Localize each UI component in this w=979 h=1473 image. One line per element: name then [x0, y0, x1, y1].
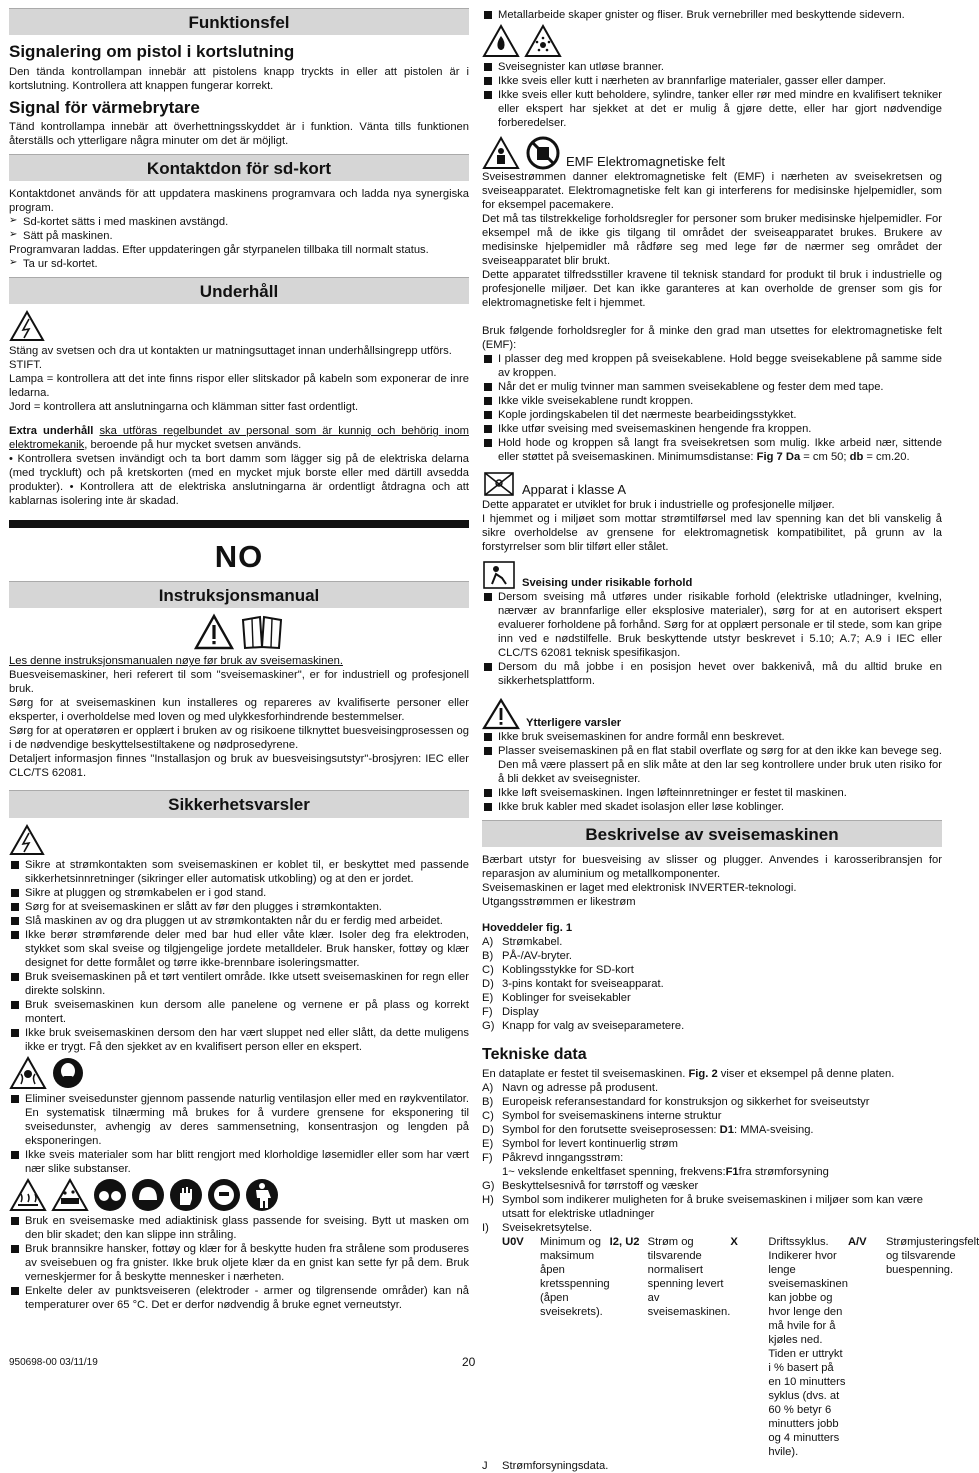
heading-pistol: Signalering om pistol i kortslutning	[9, 42, 295, 62]
paragraph: Utgangsstrømmen er likestrøm	[482, 896, 636, 909]
list-emf-last	[482, 436, 942, 464]
section-title-underhall: Underhåll	[9, 277, 469, 304]
safety-list-electric	[9, 858, 469, 1054]
hot-surface-icon	[9, 1178, 47, 1212]
lettered-item: F) Display	[482, 1006, 539, 1019]
section-title-sdkort: Kontaktdon för sd-kort	[9, 154, 469, 181]
list-item: Ikke sveis eller kutt beholdere, sylindre, tanker eller rør med mindre en kvalifisert tekniker eller ekspert har sjekket at det er mulig å gjøre dette, eller har gjort nødvendige forberedelser.	[482, 88, 942, 130]
list-item: Plasser sveisemaskinen på en flat stabil overflate og sørg for at den ikke kan bevege seg. Den må være plassert på en slik måte at den lar seg kontrollere under bruk uten risiko for å bli dekket av sveisegnister.	[482, 744, 942, 786]
welding-mask-icon	[207, 1178, 241, 1212]
icon-row	[9, 1056, 469, 1090]
list-item: Ikke bruk kabler med skadet isolasjon eller løse koblinger.	[482, 800, 942, 814]
tech-subitem: I2, U2 Strøm og tilsvarende normalisert spenning levert av sveisemaskinen.	[609, 1236, 731, 1319]
list-fire	[482, 60, 942, 130]
tech-sublist	[502, 1235, 979, 1459]
list-item: Bruk brannsikre hansker, fottøy og klær for å beskytte huden fra strålene som produseres av sveisebuen og fra gnister. Ikke bruk oljete klær da en gnist kan sette fyr på dem. Bruk verneskjermer for å beskytte mennesker i nærheten.	[9, 1242, 469, 1284]
paragraph: Programvaran laddas. Efter uppdateringen går styrpanelen tillbaka till normalt status.	[9, 244, 429, 256]
corrosive-icon	[51, 1178, 89, 1212]
risk-header	[482, 560, 942, 590]
paragraph: Tänd kontrollampa innebär att överhettningsskyddet är i funktion. Vänta tills funktionen återställs och ytterligare några minuter om det är möjligt.	[9, 120, 469, 147]
class-a-icon	[482, 470, 516, 498]
paragraph: Dette apparatet er utviklet for bruk i industrielle og profesjonelle miljøer.	[482, 499, 835, 511]
list-item: Sikre at strømkontakten som sveisemaskinen er koblet til, er beskyttet med passende sikkerhetsinnretninger (sikringer eller automatisk utkobling) og at den er jordet.	[9, 858, 469, 886]
section-title-funktionsfel: Funktionsfel	[9, 8, 469, 35]
electric-hazard-icon	[9, 824, 45, 856]
list-item: Eliminer sveisedunster gjennom passende naturlig ventilasjon eller med en røykventilator. En systematisk tilnærming må brukes for å vurdere grensene for eksponering til sveisedunster, avhengig av deres sammensetning, konsentrasjon og lengden på eksponeringen.	[9, 1092, 469, 1148]
arrow-item: ➢ Sd-kortet sätts i med maskinen avstängd.	[9, 215, 469, 229]
section-title-beskrivelse: Beskrivelse av sveisemaskinen	[482, 820, 942, 847]
warning-icon	[194, 614, 234, 650]
paragraph: Lampa = kontrollera att det inte finns rispor eller slitskador på kabeln som exponerar de inre ledarna.	[9, 373, 469, 400]
lettered-item: E) Symbol for levert kontinuerlig strøm	[482, 1138, 678, 1151]
paragraph: I hjemmet og i miljøet som mottar strømtilførsel med lav spenning kan det bli vanskelig å sikre overholdelse av grensene for elektromagnetisk kompatibilitet, på grunn av la forstyrrelser som blir tilført eller stålet.	[482, 513, 942, 553]
heading-varmebrytare: Signal för värmebrytare	[9, 97, 200, 117]
paragraph: Buesveisemaskiner, heri referert til som "sveisemaskiner", er for industriell og profesjonell bruk.	[9, 669, 469, 696]
lettered-item: H) Symbol som indikerer muligheten for å bruke sveisemaskinen i miljøer som kan være utsatt for elektriske utladninger	[482, 1194, 923, 1221]
list-item: Dersom du må jobbe i en posisjon hevet over bakkenivå, må du alltid bruke en sikkerhetsplattform.	[482, 660, 942, 688]
paragraph: Sveisemaskinen er laget med elektronisk INVERTER-teknologi.	[482, 882, 797, 895]
list-item: Enkelte deler av punktsveiseren (elektroder - armer og tilgrensende områder) kan nå temperaturer over 65 °C. Det er derfor nødvendig å bruke egnet verneutstyr.	[9, 1284, 469, 1312]
lettered-item: D) Symbol for den forutsette sveiseprosessen: D1: MMA-sveising.	[482, 1124, 814, 1137]
lettered-item: B) Europeisk referansestandard for konstruksjon og sikkerhet for sveiseutstyr	[482, 1096, 870, 1109]
list-item: Bruk sveisemaskinen på et tørt ventilert område. Ikke utsett sveisemaskinen for regn eller direkte solskinn.	[9, 970, 469, 998]
lettered-item: I) Sveisekretsytelse.	[482, 1222, 593, 1235]
glasses-icon	[93, 1178, 127, 1212]
list-item: Ikke bruk sveisemaskinen dersom den har vært sluppet ned eller slått, da dette muligens ikke er trygt. Få den sjekket av en kvalifisert person eller en ekspert.	[9, 1026, 469, 1054]
section-title-sikkerhetsvarsler: Sikkerhetsvarsler	[9, 790, 469, 817]
list-item: Når det er mulig tvinner man sammen sveisekablene og fester dem med tape.	[482, 380, 942, 394]
icon-row	[482, 24, 942, 58]
list-sparks	[482, 8, 942, 22]
list-risk	[482, 590, 942, 688]
tech-intro: En dataplate er festet til sveisemaskinen. Fig. 2 viser et eksempel på denne platen.	[482, 1068, 895, 1081]
list-item: Sikre at pluggen og strømkabelen er i god stand.	[9, 886, 469, 900]
document-code: 950698-00 03/11/19	[9, 1357, 98, 1368]
lettered-item: E) Koblinger for sveisekabler	[482, 992, 631, 1005]
paragraph: Sørg for at sveisemaskinen kun installeres og repareres av kvalifiserte personer eller eksperter, i overholdelse med loven og med ulykkesforhindrende bestemmelser.	[9, 697, 469, 724]
list-item: Ikke vikle sveisekablene rundt kroppen.	[482, 394, 942, 408]
paragraph: Dette apparatet tilfredsstiller kravene til teknisk standard for produkt til bruk i industrielle og profesjonelle miljøer. Det kan ikke garanteres at kan overholde de grenser som gis for elektromagnetiske felt i hjemmet.	[482, 269, 942, 309]
respirator-icon	[51, 1056, 85, 1090]
explosion-hazard-icon	[524, 24, 562, 58]
lettered-item: G) Knapp for valg av sveiseparametere.	[482, 1020, 685, 1033]
section-title-instruksjonsmanual: Instruksjonsmanual	[9, 581, 469, 608]
lettered-item: A) Navn og adresse på produsent.	[482, 1082, 659, 1095]
list-item: Slå maskinen av og dra pluggen ut av strømkontakten når du er ferdig med arbeidet.	[9, 914, 469, 928]
paragraph: Bruk følgende forholdsregler for å minke den grad man utsettes for elektromagnetiske felt (EMF):	[482, 325, 942, 351]
paragraph: Sørg for at operatøren er opplært i bruken av og risikoene tilknyttet buesveisingprosessen og i de nødvendige beskyttelsestiltakene og nødprosedyrene.	[9, 725, 469, 752]
class-a-label: Apparat i klasse A	[522, 481, 627, 497]
icon-row	[9, 614, 469, 650]
safety-list-protection	[9, 1214, 469, 1312]
tech-title: Tekniske data	[482, 1046, 587, 1064]
divider	[9, 520, 469, 528]
lettered-item: D) 3-pins kontakt for sveiseapparat.	[482, 978, 664, 991]
emf-label: EMF Elektromagnetiske felt	[566, 153, 725, 169]
paragraph: Les denne instruksjonsmanualen nøye før bruk av sveisemaskinen.	[9, 655, 343, 668]
paragraph: • Kontrollera svetsen invändigt och ta bort damm som lägger sig på de elektriska delarna (med tryckluft) och på kretskorten (med en mycket mjuk borste eller med därtill avsedda produkter). • Kontrollera att de elektriska anslutningarna är ordentligt åtdragna och att kablarnas isolering inte är skadad.	[9, 453, 469, 508]
class-a-header	[482, 470, 942, 498]
list-item: Ikke bruk sveisemaskinen for andre formål enn beskrevet.	[482, 730, 942, 744]
protective-suit-icon	[245, 1178, 279, 1212]
lettered-item: J Strømforsyningsdata.	[482, 1460, 609, 1473]
tech-subitem: A/V Strømjusteringsfelt og tilsvarende buespenning.	[847, 1236, 979, 1277]
more-label: Ytterligere varsler	[526, 717, 622, 729]
tech-list	[482, 1081, 979, 1473]
list-item: Bruk sveisemaskinen kun dersom alle panelene og vernene er på plass og korrekt montert.	[9, 998, 469, 1026]
parts-title: Hoveddeler fig. 1	[482, 922, 573, 935]
language-code: NO	[214, 539, 264, 575]
safety-list-fumes	[9, 1092, 469, 1176]
list-item: Ikke berør strømførende deler med bar hud eller våte klær. Isoler deg fra elektroden, stykket som skal sveise og tilgjengelige jordete metalldeler. Bruk hansker, fottøy og klær designet for dette formålet og tørre ikke-brennbare isoleringsmatter.	[9, 928, 469, 970]
more-header	[482, 698, 942, 730]
list-item: Dersom sveising må utføres under risikable forhold (elektriske utladninger, kvelning, nærvær av brannfarlige eller eksplosive materialer), sørg for at en autorisert ekspert evaluerer forholdene på forhånd. Sørg for at opplært personale er til stede, som kan gripe inn ved e nødstilfelle. Bruk beskyttende utstyr beskrevet i 5.10; A.7; A.9 i IEC eller CLC/TS 62081 teknisk spesifikasjon.	[482, 590, 942, 660]
paragraph: Den tända kontrollampan innebär att pistolens knapp tryckts in eller att pistolen är i kortslutning. Kontrollera att knappen fungerar korrekt.	[9, 65, 469, 92]
list-item: Ikke sveis eller kutt i nærheten av brannfarlige materialer, gasser eller damper.	[482, 74, 942, 88]
warning-icon	[482, 698, 520, 730]
icon-row	[9, 1178, 469, 1212]
lettered-item-sub: 1~ vekslende enkeltfaset spenning, frekvens: F1 fra strømforsyning	[502, 1166, 829, 1179]
list-item: Sveisegnister kan utløse branner.	[482, 60, 942, 74]
list-more	[482, 730, 942, 814]
paragraph: Det må tas tilstrekkelige forholdsregler for personer som bruker medisinske hjelpemidler. For eksempel må de ikke gis tilgang til området der sveiseapparatet brukes. Brukere av medisinske hjelpemidler må rådføre seg med lege før de nærmer seg området der sveiseapparatet blir brukt.	[482, 213, 942, 267]
paragraph: Kontaktdonet används för att uppdatera maskinens programvara och ladda nya synergiska program.	[9, 188, 469, 214]
lettered-item: B) PÅ-/AV-bryter.	[482, 950, 573, 963]
fumes-icon	[9, 1056, 47, 1090]
helmet-icon	[131, 1178, 165, 1212]
risk-label: Sveising under risikable forhold	[522, 577, 693, 589]
list-item: Ikke utfør sveising med sveisemaskinen hengende fra kroppen.	[482, 422, 942, 436]
list-item: Ikke løft sveisemaskinen. Ingen løfteinnretninger er festet til maskinen.	[482, 786, 942, 800]
left-column	[9, 8, 469, 1312]
list-item: Bruk en sveisemaske med adiaktinisk glass passende for sveising. Bytt ut masken om den blir skadet; den kan slippe inn stråling.	[9, 1214, 469, 1242]
lettered-item: A) Strømkabel.	[482, 936, 563, 949]
paragraph: STIFT.	[9, 359, 42, 372]
parts-list	[482, 935, 942, 1033]
gloves-icon	[169, 1178, 203, 1212]
fire-hazard-icon	[482, 24, 520, 58]
list-item: Ikke sveis materialer som har blitt rengjort med klorholdige løsemidler eller som har vært nær slike substanser.	[9, 1148, 469, 1176]
tech-subitem: X Driftssyklus. Indikerer hvor lenge sveisemaskinen kan jobbe og hvor lenge den må hvile for å kjøles ned. Tiden er uttrykt i % basert på en 10 minutters syklus (dvs. at 60 % betyr 6 minutters jobb og 4 minutters hvile).	[730, 1236, 848, 1459]
paragraph: Stäng av svetsen och dra ut kontakten ur matningsuttaget innan underhållsingrepp utförs.	[9, 345, 452, 358]
no-pacemaker-icon	[526, 136, 560, 170]
paragraph: Bærbart utstyr for buesveising av slisser og plugger. Anvendes i karosseribransjen for reparasjon av aluminium og metallkomponenter.	[482, 854, 942, 881]
risk-conditions-icon	[482, 560, 516, 590]
list-item: Sørg for at sveisemaskinen er slått av før den plugges i strømkontakten.	[9, 900, 469, 914]
lettered-item: C) Koblingsstykke for SD-kort	[482, 964, 634, 977]
manual-icon	[240, 614, 284, 650]
page-number: 20	[462, 1355, 476, 1369]
list-item: Kople jordingskabelen til det nærmeste bearbeidingsstykket.	[482, 408, 942, 422]
list-emf	[482, 352, 942, 436]
paragraph: Sveisestrømmen danner elektromagnetiske felt (EMF) i nærheten av sveisekretsen og sveiseapparatet. Elektromagnetiske felt kan gi interferens for medisinske hjelpemidler, som for eksempel pacemakere.	[482, 171, 942, 211]
emf-header	[482, 136, 942, 170]
pacemaker-warning-icon	[482, 136, 520, 170]
icon-row	[9, 824, 469, 856]
electric-hazard-icon	[9, 310, 45, 342]
list-item: I plasser deg med kroppen på sveisekablene. Hold begge sveisekablene på samme side av kroppen.	[482, 352, 942, 380]
right-column	[482, 8, 979, 1473]
arrow-item: ➢ Ta ur sd-kortet.	[9, 257, 469, 271]
paragraph: Jord = kontrollera att anslutningarna och klämman sitter fast ordentligt.	[9, 401, 359, 414]
tech-subitem: U0V Minimum og maksimum åpen kretsspenning (åpen sveisekrets).	[502, 1236, 610, 1319]
lettered-item: G) Beskyttelsesnivå for tørrstoff og væsker	[482, 1180, 699, 1193]
paragraph: Detaljert informasjon finnes "Installasjon og bruk av buesveisingsutstyr"-brosjyren: IEC eller CLC/TS 62081.	[9, 753, 469, 780]
list-item: Hold hode og kroppen så langt fra sveisekretsen som mulig. Ikke arbeid nær, sittende eller støttet på sveisemaskinen. Minimumsdistanse: Fig 7 Da = cm 50; db = cm.20.	[482, 436, 942, 464]
extra-maintenance: Extra underhåll ska utföras regelbundet av personal som är kunnig och behörig inom elektromekanik, beroende på hur mycket svetsen används.	[9, 425, 469, 452]
arrow-item: ➢ Sätt på maskinen.	[9, 229, 469, 243]
icon-row	[9, 310, 469, 342]
lettered-item: F) Påkrevd inngangsstrøm:	[482, 1152, 624, 1165]
lettered-item: C) Symbol for sveisemaskinens interne struktur	[482, 1110, 722, 1123]
list-item: Metallarbeide skaper gnister og fliser. Bruk vernebriller med beskyttende sidevern.	[482, 8, 942, 22]
